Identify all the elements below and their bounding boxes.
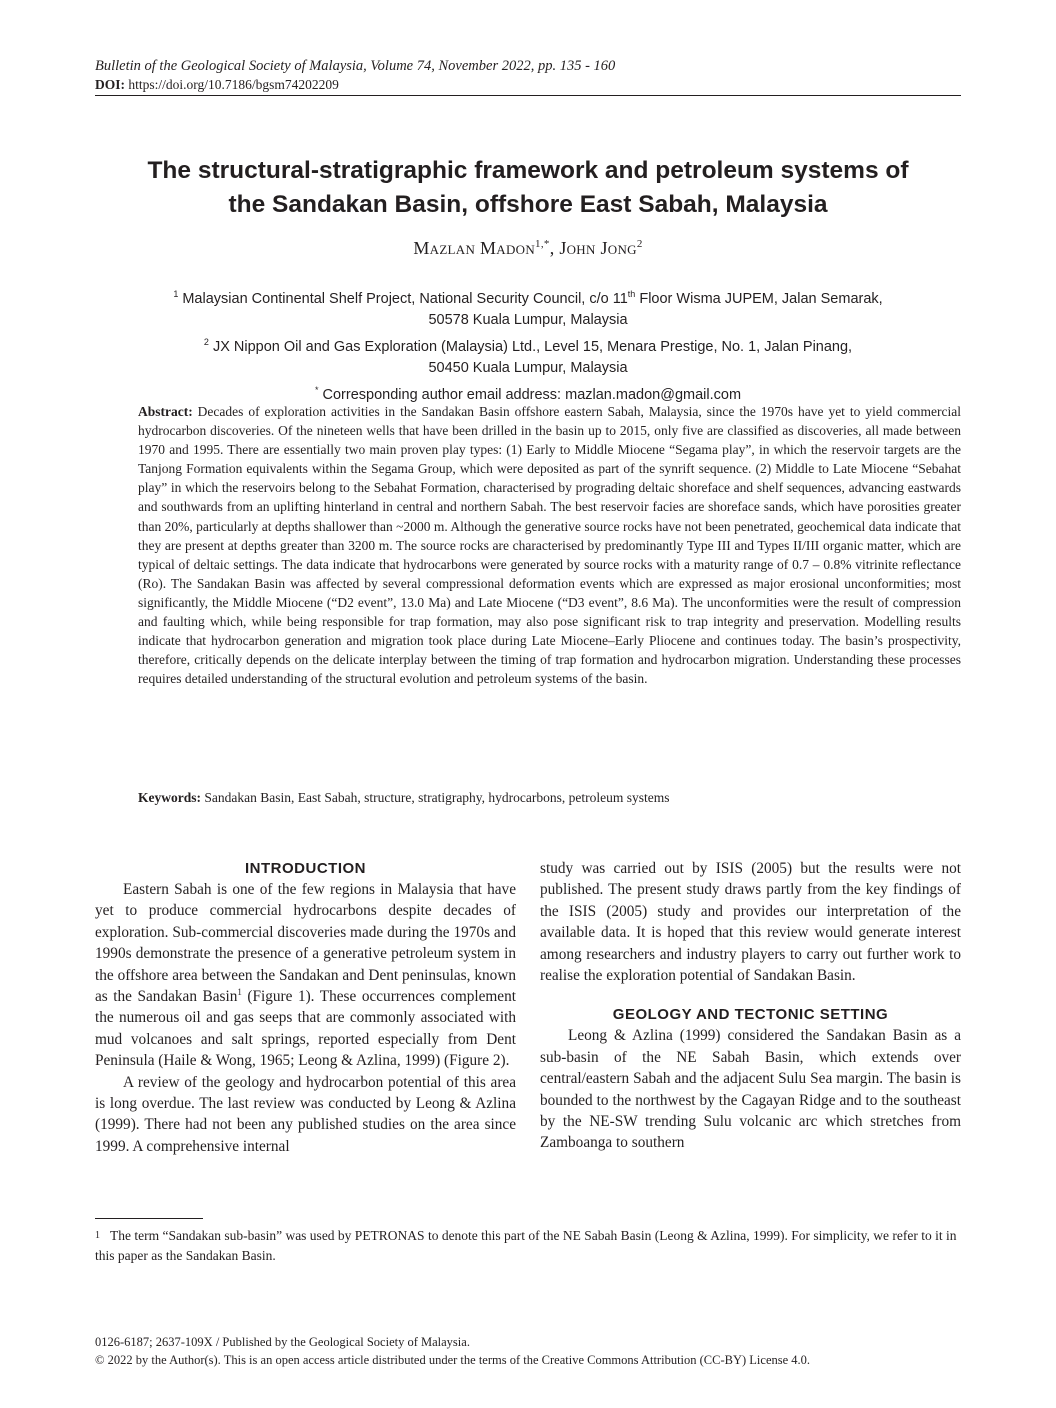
imprint [95, 1333, 961, 1369]
keywords [138, 788, 961, 807]
author-separator: , [549, 238, 560, 258]
left-column [95, 858, 516, 1157]
introduction-heading: INTRODUCTION [245, 860, 366, 877]
author-1-affiliation-mark: 1,* [535, 238, 550, 250]
corresponding-email: Corresponding author email address: mazlan.madon@gmail.com [318, 386, 742, 403]
affiliation-2-mark: 2 [203, 336, 209, 347]
right-column [540, 858, 961, 1154]
header-rule [95, 95, 961, 96]
affiliation-2: $^2$ JX Nippon Oil and Gas Exploration (Malaysia) Ltd., Level 15, Menara Prestige, No. 1, Jalan Pinang, [203, 336, 853, 355]
author-2: John Jong [559, 238, 637, 258]
doi-line [95, 76, 961, 94]
author-list [60, 238, 996, 259]
introduction-paragraph-2: A review of the geology and hydrocarbon potential of this area is long overdue. The last review was conducted by Leong & Azlina (1999). There had not been any published studies on the area since 1999. A comprehensive internal [95, 1073, 516, 1155]
doi-link[interactable]: https://doi.org/10.7186/bgsm74202209 [128, 77, 339, 92]
paper-title [60, 154, 996, 222]
geology-heading: GEOLOGY AND TECTONIC SETTING [612, 1006, 889, 1024]
affiliations [60, 284, 996, 406]
keywords-text: Sandakan Basin, East Sabah, structure, stratigraphy, hydrocarbons, petroleum systems [201, 790, 670, 805]
footnote-text: The term “Sandakan sub-basin” was used by PETRONAS to denote this part of the NE Sabah Basin (Leong & Azlina, 1999). For simplicity, we refer to it in this paper as the Sandakan Basin. [95, 1228, 957, 1263]
section-spacer [540, 986, 961, 1004]
author-2-affiliation-mark: 2 [636, 238, 643, 250]
footnote-rule [95, 1218, 203, 1219]
footnote [95, 1226, 961, 1266]
footnote-mark: 1 [95, 1230, 100, 1241]
issn-line: 0126-6187; 2637-109X / Published by the Geological Society of Malaysia. [95, 1335, 470, 1349]
abstract-label: Abstract: [138, 404, 193, 419]
keywords-label: Keywords: [138, 790, 201, 805]
affiliation-2-line-2: 50450 Kuala Lumpur, Malaysia [428, 360, 628, 377]
introduction-paragraph-2-continued: study was carried out by ISIS (2005) but the results were not published. The present study draws partly from the key findings of the ISIS (2005) study and provides our interpretation of the available data. It is hoped that this review would generate interest among researchers and industry players to carry out further work to realise the exploration potential of Sandakan Basin. [540, 860, 961, 985]
title-line-2: the Sandakan Basin, offshore East Sabah, Malaysia [228, 191, 828, 218]
introduction-paragraph-1: Eastern Sabah is one of the few regions in Malaysia that have yet to produce commercial hydrocarbons despite decades of exploration. Sub-commercial discoveries made during the 1970s and 1990s demonstrate the presence of a generative petroleum system in the offshore area between the Sandakan and Dent peninsulas, known as the Sandakan Basin$^1$ (Figure 1). These occurrences complement the numerous oil and gas seeps that are commonly associated with mud volcanoes and salt springs, reported especially from Dent Peninsula (Haile & Wong, 1965; Leong & Azlina, 1999) (Figure 2). [95, 881, 516, 1070]
license-line: © 2022 by the Author(s). This is an open access article distributed under the terms of the Creative Commons Attribution (CC-BY) License 4.0. [95, 1353, 811, 1367]
journal-header [95, 56, 961, 94]
title-line-1: The structural-stratigraphic framework and petroleum systems of [147, 157, 909, 184]
affiliation-1-line-2: 50578 Kuala Lumpur, Malaysia [428, 312, 628, 329]
abstract-text: Decades of exploration activities in the Sandakan Basin offshore eastern Sabah, Malaysia, since the 1970s have yet to yield commercial hydrocarbon discoveries. Of the nineteen wells that have been drilled in the basin up to 2015, only five are classified as discoveries, all made between 1970 and 1995. There are essentially two main proven play types: (1) Early to Middle Miocene “Segama play”, in which the reservoir targets are the Tanjong Formation equivalents within the Segama Group, which were deposited as part of the synrift sequence. (2) Middle to Late Miocene “Sebahat play” in which the reservoirs belong to the Sebahat Formation, characterised by prograding deltaic shoreface and shelf sequences, advancing eastwards and southwards from an uplifting hinterland in central and northern Sabah. The best reservoir facies are shoreface sands, which have porosities greater than 20%, particularly at depths shallower than ~2000 m. Although the generative source rocks have not been penetrated, geochemical data indicate that they are present at depths greater than 3200 m. The source rocks are characterised by predominantly Type III and Types II/III organic matter, which are typical of deltaic settings. The data indicate that hydrocarbons were generated by source rocks with a maturity range of 0.7 – 0.8% vitrinite reflectance (Ro). The Sandakan Basin was affected by several compressional deformation events which are expressed as major erosional unconformities; most significantly, the Middle Miocene (“D2 event”, 13.0 Ma) and Late Miocene (“D3 event”, 8.6 Ma). The unconformities were the result of compression and faulting which, while being responsible for trap formation, may also pose significant risk to trap integrity and preservation. Modelling results indicate that hydrocarbon generation and migration took place during Late Miocene–Early Pliocene and continues today. The basin’s prospectivity, therefore, critically depends on the delicate interplay between the timing of trap formation and hydrocarbon migration. Understanding these processes requires detailed understanding of the structural evolution and petroleum systems of the basin. [138, 404, 961, 687]
abstract [138, 402, 961, 688]
affiliation-1: $^1$ Malaysian Continental Shelf Project, National Security Council, c/o 11th Floor Wisma JUPEM, Jalan Semarak, [173, 289, 883, 307]
affiliation-1-mark: 1 [173, 289, 179, 299]
footnote-ref: 1 [237, 986, 242, 997]
author-1: Mazlan Madon [413, 238, 536, 258]
geology-paragraph-1: Leong & Azlina (1999) considered the Sandakan Basin as a sub-basin of the NE Sabah Basin, which extends over central/eastern Sabah and the adjacent Sulu Sea margin. The basin is bounded to the northwest by the Cagayan Ridge and to the southeast by the NE-SW trending Sulu volcanic arc which stretches from Zamboanga to southern [540, 1027, 961, 1152]
journal-citation: Bulletin of the Geological Society of Malaysia, Volume 74, November 2022, pp. 135 - 160 [95, 58, 616, 74]
corresponding-mark: * [314, 384, 319, 395]
doi-label: DOI: [95, 77, 125, 92]
